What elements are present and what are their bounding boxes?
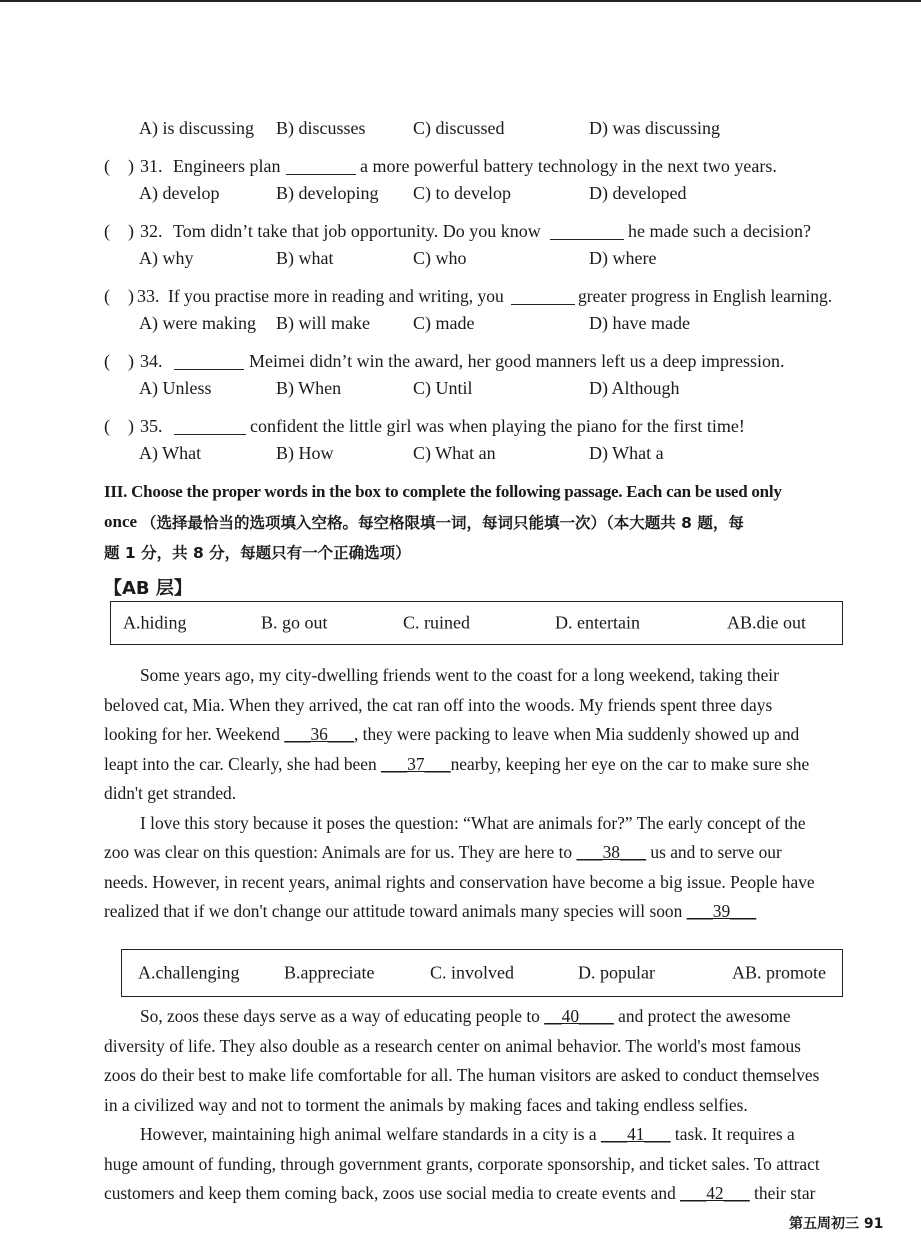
question-stem-after: greater progress in English learning. (578, 286, 833, 306)
blank-39: ___39___ (686, 901, 757, 921)
q30-option-d: D) was discussing (589, 118, 720, 138)
answer-blank (174, 353, 244, 370)
word-box-2 (121, 949, 843, 997)
option-b: B) developing (276, 183, 379, 203)
answer-paren-close: ) (128, 351, 134, 371)
question-stem-after: confident the little girl was when playing the piano for the first time! (250, 416, 745, 436)
option-b: B) When (276, 378, 342, 398)
section-heading-cn-1: （选择最恰当的选项填入空格。每空格限填一词，每词只能填一次）（本大题共 8 题，每 (141, 514, 744, 532)
passage-text: customers and keep them coming back, zoos use social media to create events and (104, 1183, 676, 1203)
answer-paren-close: ) (128, 416, 134, 436)
section-heading-en: III. Choose the proper words in the box to complete the following passage. Each can be used only (104, 482, 782, 501)
option-d: D) have made (589, 313, 690, 333)
option-d: D) where (589, 248, 657, 268)
word-option: A.hiding (123, 612, 187, 633)
passage-text: However, maintaining high animal welfare standards in a city is a (140, 1124, 597, 1144)
word-option: B. go out (261, 612, 328, 633)
passage-text: looking for her. Weekend (104, 724, 281, 744)
question-stem-after: Meimei didn’t win the award, her good manners left us a deep impression. (249, 351, 785, 371)
passage-text: their star (754, 1183, 816, 1203)
option-d: D) Although (589, 378, 680, 398)
passage-line: zoos do their best to make life comfortable for all. The human visitors are asked to conduct themselves (104, 1065, 820, 1085)
question-number: 32. (140, 221, 163, 241)
blank-38: ___38___ (576, 842, 647, 862)
question-number: 33. (137, 286, 160, 306)
passage-line (104, 1179, 846, 1209)
passage-text: So, zoos these days serve as a way of educating people to (140, 1006, 540, 1026)
answer-blank (511, 288, 575, 305)
question-number: 34. (140, 351, 163, 371)
passage-line: huge amount of funding, through government grants, corporate sponsorship, and ticket sales. To attract (104, 1153, 820, 1174)
passage-line: beloved cat, Mia. When they arrived, the cat ran off into the woods. My friends spent three days (104, 694, 773, 715)
word-option: AB.die out (727, 612, 806, 633)
passage-line (104, 750, 846, 780)
word-option: C. involved (430, 962, 514, 983)
passage-text: nearby, keeping her eye on the car to make sure she (450, 753, 810, 774)
question-stem-before: Engineers plan (173, 156, 281, 176)
option-c: C) What an (413, 443, 496, 463)
option-c: C) Until (413, 378, 473, 398)
option-b: B) what (276, 248, 334, 268)
passage-line (104, 1002, 846, 1032)
option-a: A) Unless (139, 378, 212, 398)
passage-text: and protect the awesome (618, 1006, 791, 1026)
level-label: 【AB 层】 (104, 578, 192, 599)
passage-text: realized that if we don't change our attitude toward animals many species will soon (104, 901, 683, 921)
answer-paren-open: ( (104, 156, 110, 176)
option-c: C) who (413, 248, 467, 268)
passage-line: in a civilized way and not to torment the animals by making faces and taking endless selfies. (104, 1094, 748, 1115)
q30-option-a: A) is discussing (139, 118, 255, 138)
answer-blank (286, 158, 356, 175)
passage-text: , they were packing to leave when Mia suddenly showed up and (353, 724, 800, 744)
passage-line (104, 897, 846, 927)
question-number: 31. (140, 156, 163, 176)
passage-line: needs. However, in recent years, animal rights and conservation have become a big issue. People have (104, 871, 815, 892)
option-a: A) develop (139, 183, 220, 203)
passage-line: Some years ago, my city-dwelling friends went to the coast for a long weekend, taking their (140, 665, 779, 685)
word-option: D. popular (578, 962, 655, 983)
passage-text: zoo was clear on this question: Animals are for us. They are here to (104, 842, 573, 862)
passage-line (104, 1120, 846, 1150)
passage-text: us and to serve our (650, 842, 782, 862)
word-option: AB. promote (732, 962, 826, 983)
question-number: 35. (140, 416, 163, 436)
option-d: D) developed (589, 183, 687, 203)
section-heading-en-2: once (104, 512, 138, 531)
passage-line: I love this story because it poses the question: “What are animals for?” The early concept of the (140, 812, 806, 833)
page-top-border (0, 0, 921, 2)
section-heading-cn-2: 题 1 分，共 8 分，每题只有一个正确选项） (104, 544, 411, 562)
passage-text: task. It requires a (674, 1124, 795, 1144)
passage-line: didn't get stranded. (104, 783, 237, 803)
answer-blank (174, 418, 246, 435)
answer-paren-open: ( (104, 351, 110, 371)
answer-paren-open: ( (104, 286, 110, 306)
passage-line: diversity of life. They also double as a research center on animal behavior. The world's most famous (104, 1035, 801, 1056)
question-stem-before: If you practise more in reading and writing, you (168, 286, 504, 306)
option-b: B) How (276, 443, 334, 463)
option-b: B) will make (276, 313, 370, 333)
answer-paren-open: ( (104, 416, 110, 436)
q30-option-c: C) discussed (413, 118, 505, 138)
q30-option-b: B) discusses (276, 118, 366, 138)
answer-paren-close: ) (128, 286, 134, 306)
blank-37: ___37___ (381, 753, 451, 774)
passage-line (104, 720, 846, 750)
option-c: C) to develop (413, 183, 511, 203)
passage-text: leapt into the car. Clearly, she had been (104, 753, 377, 774)
option-a: A) were making (139, 313, 256, 333)
question-stem-before: Tom didn’t take that job opportunity. Do you know (173, 221, 541, 241)
option-c: C) made (413, 313, 475, 333)
blank-42: ___42___ (680, 1183, 750, 1203)
answer-blank (550, 223, 624, 240)
page-footer: 第五周初三 91 (789, 1216, 884, 1232)
word-option: D. entertain (555, 612, 640, 633)
word-box-1 (110, 601, 843, 645)
word-option: C. ruined (403, 612, 470, 633)
word-option: B.appreciate (284, 962, 375, 983)
question-stem-after: a more powerful battery technology in the next two years. (360, 156, 777, 176)
option-a: A) why (139, 248, 194, 268)
blank-41: ___41___ (601, 1124, 671, 1144)
blank-36: ___36___ (284, 724, 354, 744)
option-a: A) What (139, 443, 202, 463)
blank-40: __40____ (544, 1006, 614, 1026)
passage-2 (104, 1002, 846, 1209)
answer-paren-open: ( (104, 221, 110, 241)
word-option: A.challenging (138, 962, 240, 983)
answer-paren-close: ) (128, 221, 134, 241)
answer-paren-close: ) (128, 156, 134, 176)
passage-1 (104, 661, 846, 927)
passage-line (104, 838, 846, 868)
question-stem-after: he made such a decision? (628, 221, 811, 241)
option-d: D) What a (589, 443, 664, 463)
